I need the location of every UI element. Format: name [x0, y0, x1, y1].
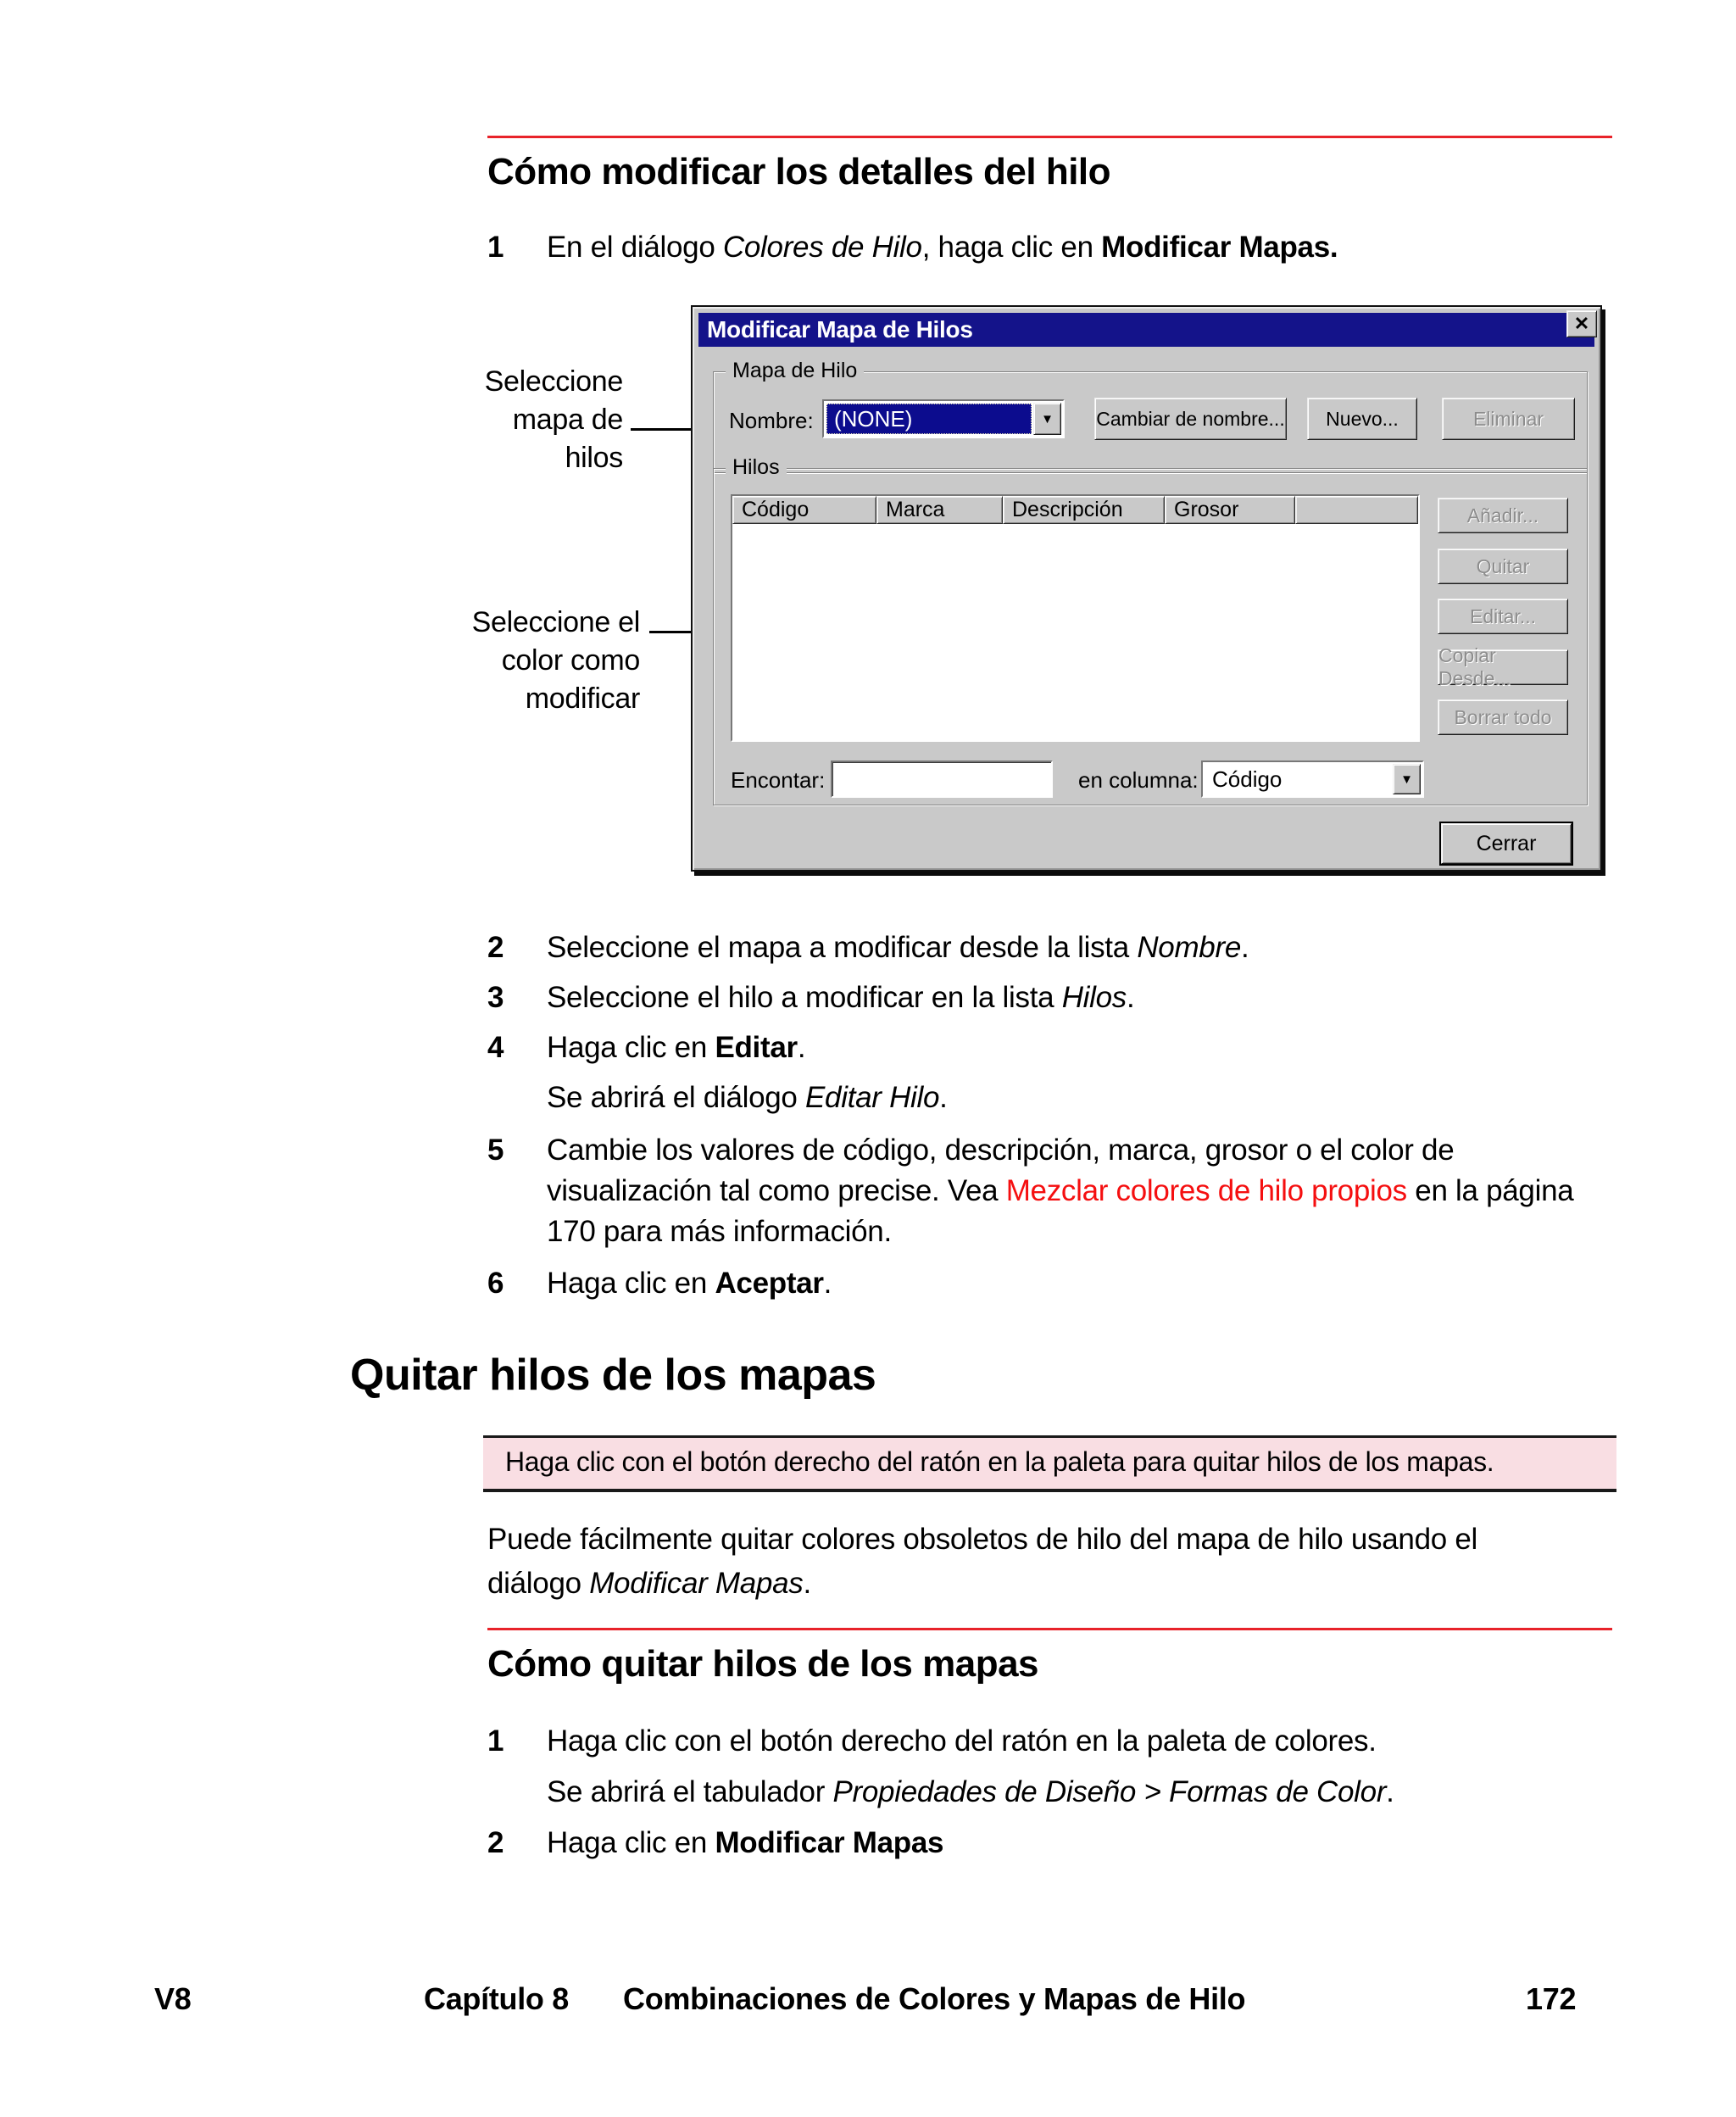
chevron-down-icon[interactable]: ▼ [1393, 764, 1421, 794]
step-item [487, 1028, 1615, 1068]
step-item [487, 978, 1615, 1018]
section-rule [487, 1628, 1612, 1630]
find-label: Encontar: [731, 767, 826, 793]
italic-term: Editar Hilo [805, 1081, 940, 1114]
column-header-descripcion[interactable]: Descripción [1003, 496, 1165, 524]
step-item [487, 1823, 1615, 1864]
footer-chapter: Capítulo 8 [424, 1981, 570, 2016]
step-item [487, 1078, 1615, 1118]
note-text: Haga clic con el botón derecho del ratón en la paleta para quitar hilos de los mapas. [505, 1446, 1494, 1477]
bold-term: Aceptar [715, 1267, 824, 1300]
footer-page-number: 172 [1526, 1981, 1577, 2016]
column-combobox[interactable] [1201, 760, 1424, 798]
map-group [713, 359, 1588, 473]
step-number: 6 [487, 1267, 504, 1300]
footer-chapter-title: Combinaciones de Colores y Mapas de Hilo [623, 1981, 1246, 2016]
dialog-titlebar[interactable] [698, 313, 1594, 347]
delete-button[interactable]: Eliminar [1442, 398, 1575, 440]
bold-term: Modificar Mapas [715, 1826, 944, 1859]
column-combobox-value: Código [1205, 765, 1391, 794]
column-header-empty[interactable] [1295, 496, 1418, 524]
bold-term: Modificar Mapas. [1101, 231, 1338, 264]
step-number: 4 [487, 1031, 504, 1064]
name-combobox[interactable] [822, 399, 1065, 438]
close-dialog-button[interactable]: Cerrar [1441, 823, 1572, 864]
link-mezclar-colores[interactable]: Mezclar colores de hilo propios [1005, 1174, 1407, 1207]
find-input[interactable] [831, 760, 1053, 798]
italic-term: Hilos [1061, 981, 1127, 1014]
step-text: Seleccione el mapa a modificar desde la lista Nombre. [547, 931, 1249, 964]
step-number: 2 [487, 931, 504, 964]
step-text: Cambie los valores de código, descripción, marca, grosor o el color de visualización tal como precise. Vea Mezclar colores de hilo propios en la página 170 para más información. [547, 1134, 1574, 1248]
column-header-grosor[interactable]: Grosor [1165, 496, 1295, 524]
new-button[interactable]: Nuevo... [1307, 398, 1417, 440]
step-text: Seleccione el hilo a modificar en la lista Hilos. [547, 981, 1135, 1014]
step-item [487, 1130, 1615, 1252]
section-rule [487, 136, 1612, 138]
close-icon[interactable]: ✕ [1566, 310, 1597, 337]
step-item [487, 928, 1615, 968]
threads-group [713, 455, 1588, 805]
group-label-hilos: Hilos [726, 455, 787, 480]
chevron-down-icon[interactable]: ▼ [1033, 403, 1061, 435]
step-text: Haga clic en Aceptar. [547, 1267, 832, 1300]
threads-table [731, 494, 1420, 742]
step-number: 2 [487, 1826, 504, 1859]
threads-table-header [732, 496, 1418, 524]
step-text: Se abrirá el diálogo Editar Hilo. [547, 1081, 948, 1114]
step-text: Haga clic en Modificar Mapas [547, 1826, 944, 1859]
annotation-select-color: Seleccione el color como modificar [471, 606, 640, 715]
paragraph: Puede fácilmente quitar colores obsoletos de hilo del mapa de hilo usando el diálogo Modificar Mapas. [487, 1523, 1477, 1600]
copy-from-button[interactable]: Copiar Desde... [1438, 649, 1568, 685]
step-number: 1 [487, 1724, 504, 1758]
name-label: Nombre: [729, 408, 814, 433]
dialog-title: Modificar Mapa de Hilos [707, 316, 973, 343]
section-heading-modify: Cómo modificar los detalles del hilo [487, 151, 1111, 192]
combobox-selected-value: (NONE) [826, 404, 1032, 434]
group-label-mapa-de-hilo: Mapa de Hilo [726, 359, 864, 383]
modificar-mapa-de-hilos-dialog [691, 305, 1602, 872]
step-text: Haga clic con el botón derecho del ratón en la paleta de colores. [547, 1724, 1377, 1758]
step-item [487, 1721, 1615, 1762]
remove-button[interactable]: Quitar [1438, 549, 1568, 584]
clear-all-button[interactable]: Borrar todo [1438, 699, 1568, 735]
step-text: Se abrirá el tabulador Propiedades de Diseño > Formas de Color. [547, 1775, 1394, 1808]
step-item [487, 1772, 1615, 1813]
add-button[interactable]: Añadir... [1438, 498, 1568, 533]
bold-term: Editar [715, 1031, 798, 1064]
annotation-select-map: Seleccione mapa de hilos [484, 365, 623, 474]
step-number: 1 [487, 231, 504, 264]
threads-list[interactable] [732, 524, 1418, 740]
italic-term: Propiedades de Diseño > Formas de Color [832, 1775, 1387, 1808]
italic-term: Modificar Mapas [589, 1567, 804, 1600]
step-item [487, 1263, 1615, 1304]
sub-heading-remove: Cómo quitar hilos de los mapas [487, 1643, 1039, 1685]
italic-term: Colores de Hilo [722, 231, 922, 264]
column-header-codigo[interactable]: Código [732, 496, 876, 524]
note-box [483, 1435, 1616, 1492]
step-text: Haga clic en Editar. [547, 1031, 806, 1064]
column-header-marca[interactable]: Marca [876, 496, 1003, 524]
edit-button[interactable]: Editar... [1438, 599, 1568, 634]
step-text: En el diálogo Colores de Hilo, haga clic en Modificar Mapas. [547, 231, 1338, 264]
italic-term: Nombre [1137, 931, 1241, 964]
step-number: 3 [487, 981, 504, 1014]
footer-version: V8 [154, 1981, 192, 2016]
in-column-label: en columna: [1078, 767, 1199, 793]
section-heading-remove: Quitar hilos de los mapas [350, 1351, 876, 1400]
rename-button[interactable]: Cambiar de nombre... [1094, 398, 1287, 440]
step-item [487, 227, 1615, 268]
step-number: 5 [487, 1134, 504, 1167]
